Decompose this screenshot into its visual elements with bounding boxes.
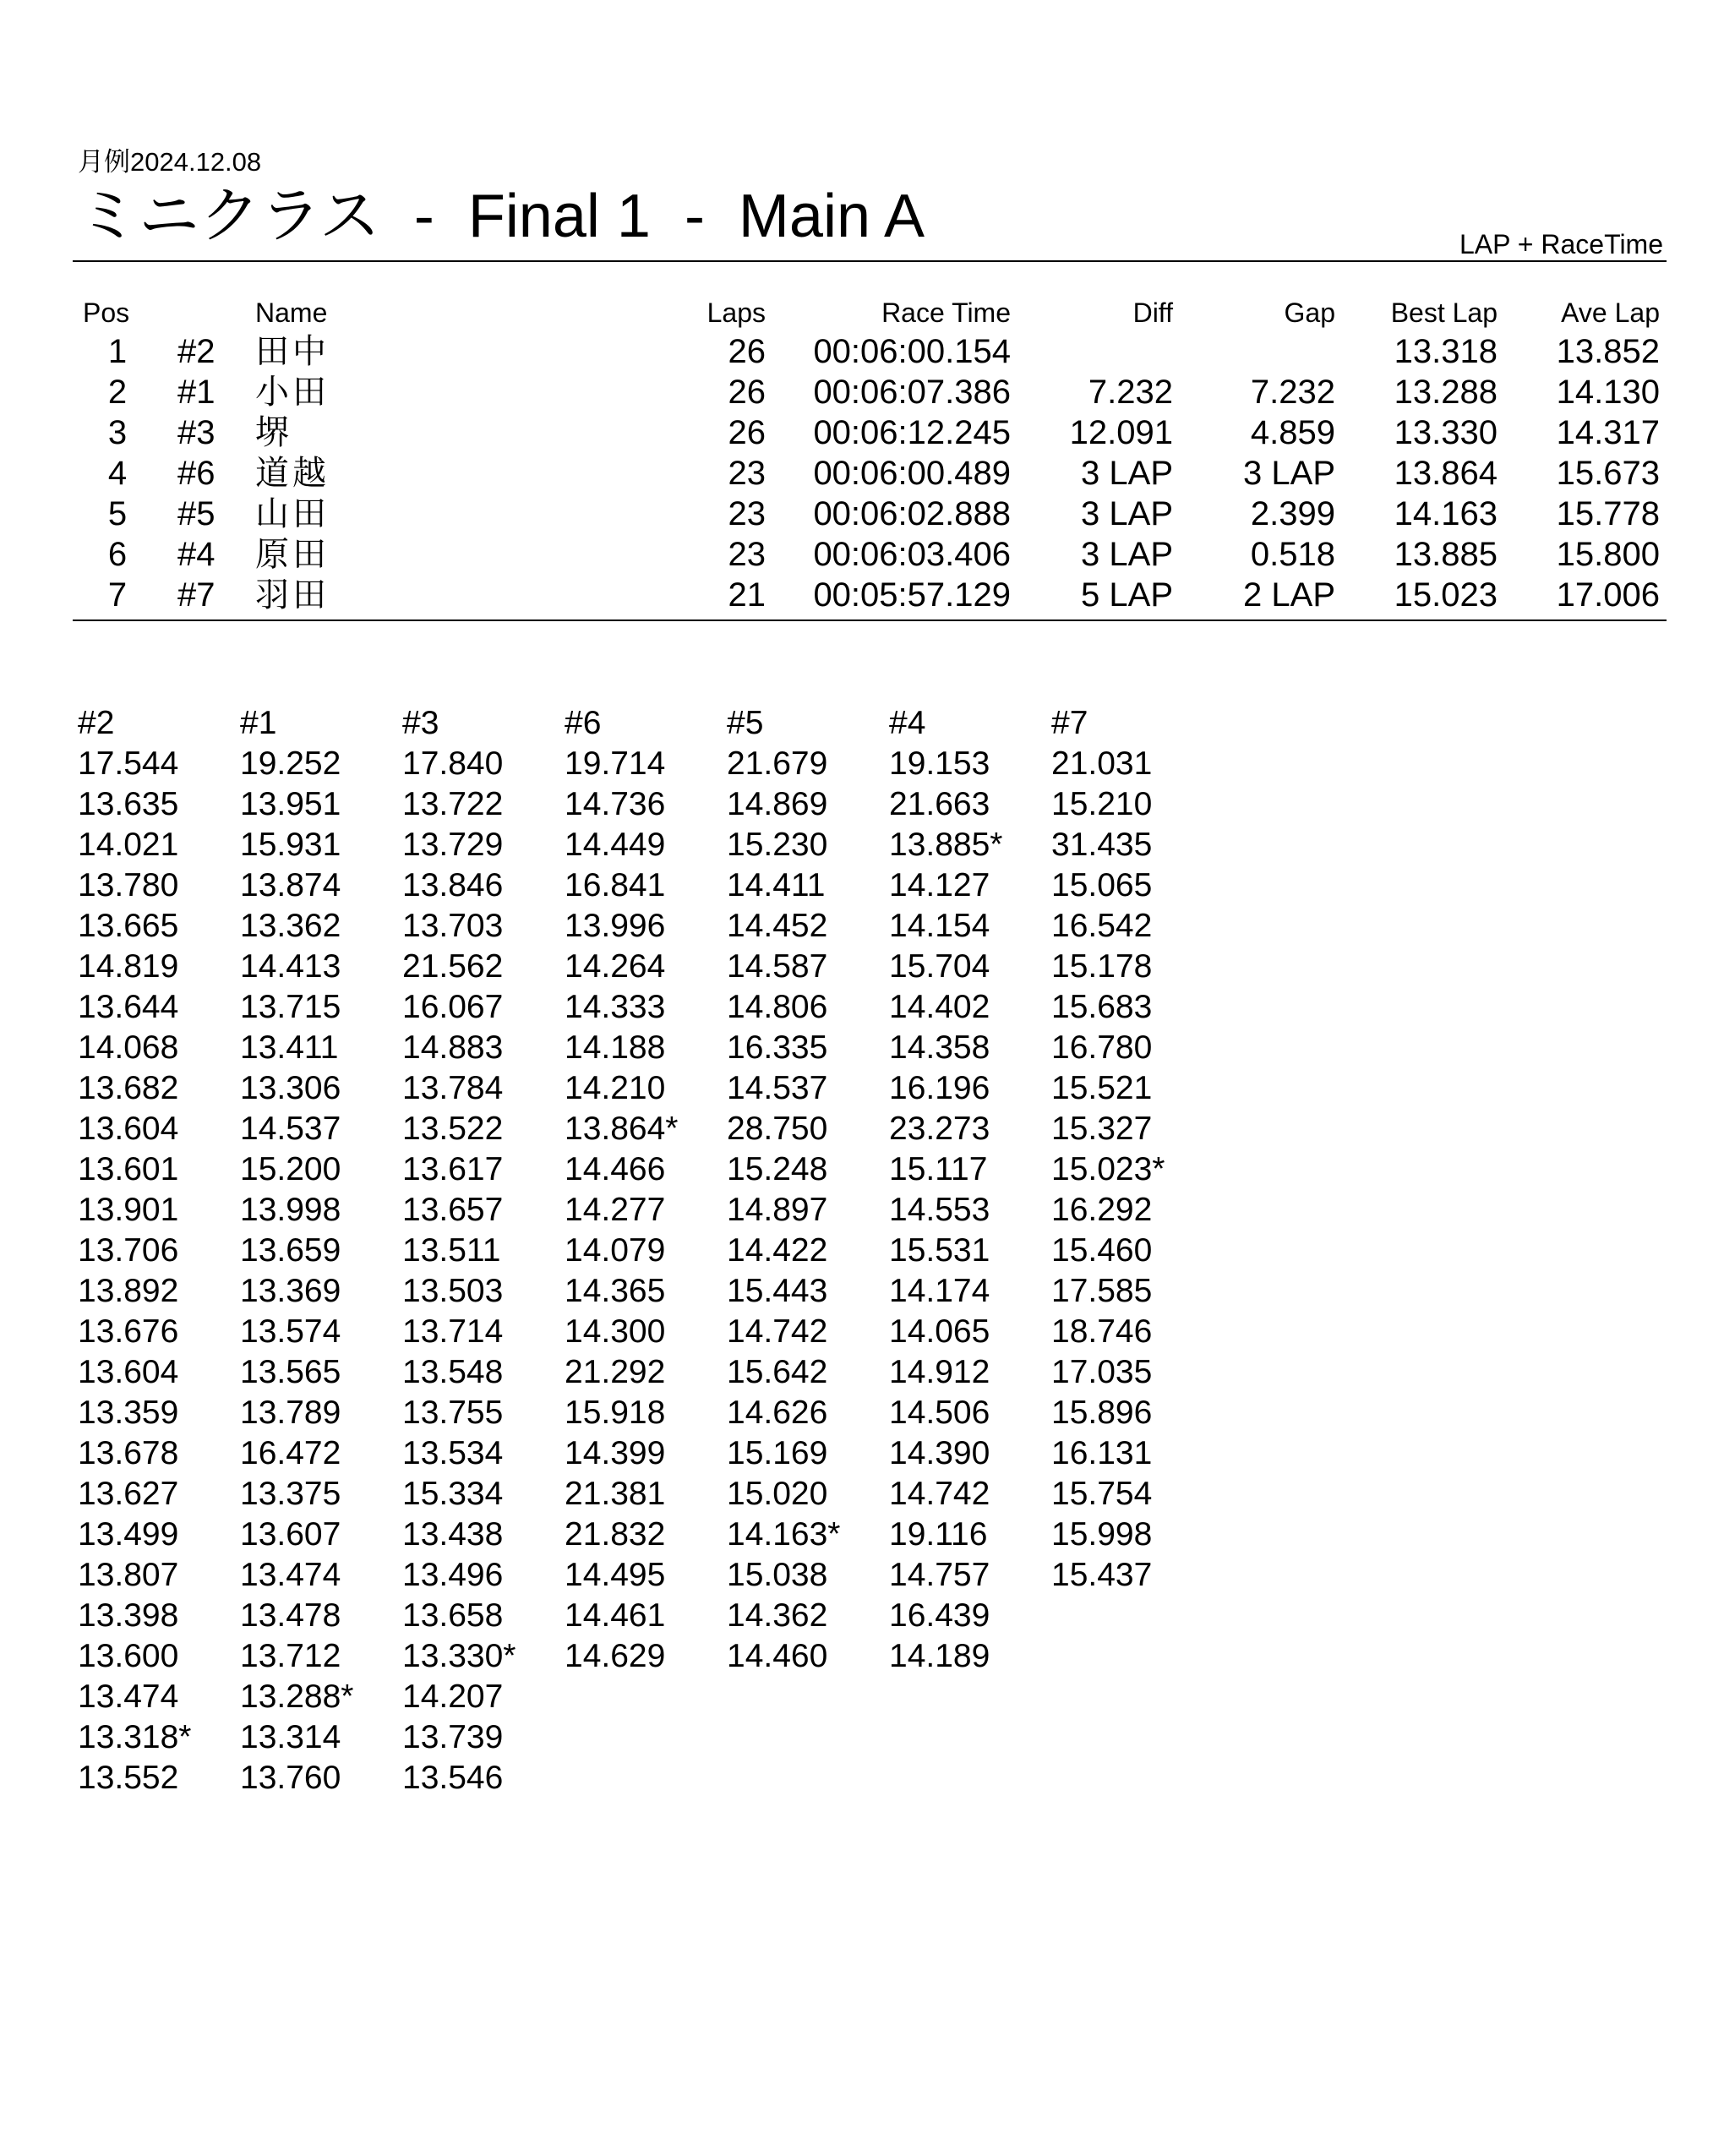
result-best-lap: 13.288 bbox=[1394, 374, 1498, 411]
lap-time: 13.658 bbox=[402, 1597, 504, 1634]
result-driver-name: 山田 bbox=[255, 495, 330, 532]
lap-time: 14.736 bbox=[565, 786, 666, 822]
lap-time: 13.874 bbox=[240, 867, 341, 903]
lap-column-car-number: #3 bbox=[402, 705, 439, 741]
lap-time: 13.676 bbox=[78, 1313, 179, 1350]
lap-time: 15.117 bbox=[889, 1151, 988, 1187]
result-laps: 23 bbox=[728, 495, 766, 532]
lap-time: 14.300 bbox=[565, 1313, 666, 1350]
lap-time: 16.131 bbox=[1051, 1435, 1153, 1471]
result-diff: 3 LAP bbox=[1081, 495, 1173, 532]
col-header-best-lap: Best Lap bbox=[1390, 297, 1498, 328]
result-best-lap: 13.864 bbox=[1394, 455, 1498, 492]
lap-time: 15.178 bbox=[1051, 948, 1153, 985]
lap-time: 13.398 bbox=[78, 1597, 179, 1634]
lap-time: 13.780 bbox=[78, 867, 179, 903]
result-pos: 7 bbox=[107, 576, 128, 614]
lap-time: 13.330* bbox=[402, 1638, 516, 1674]
result-best-lap: 13.330 bbox=[1394, 414, 1498, 451]
lap-time: 14.127 bbox=[889, 867, 990, 903]
lap-time: 13.714 bbox=[402, 1313, 504, 1350]
lap-time: 21.663 bbox=[889, 786, 990, 822]
lap-time: 14.495 bbox=[565, 1557, 666, 1593]
result-driver-name: 堺 bbox=[255, 414, 292, 451]
lap-time: 14.466 bbox=[565, 1151, 666, 1187]
lap-column-car-number: #1 bbox=[240, 705, 277, 741]
lap-time: 14.210 bbox=[565, 1070, 666, 1106]
lap-time: 13.755 bbox=[402, 1395, 504, 1431]
lap-time: 19.714 bbox=[565, 745, 666, 782]
lap-time: 14.065 bbox=[889, 1313, 990, 1350]
lap-time: 16.472 bbox=[240, 1435, 341, 1471]
result-driver-name: 羽田 bbox=[255, 576, 330, 614]
lap-time: 13.846 bbox=[402, 867, 504, 903]
lap-time: 13.739 bbox=[402, 1719, 504, 1755]
lap-time: 13.474 bbox=[240, 1557, 341, 1593]
lap-time: 14.362 bbox=[727, 1597, 828, 1634]
lap-time: 13.534 bbox=[402, 1435, 504, 1471]
lap-time: 14.189 bbox=[889, 1638, 990, 1674]
lap-time: 14.629 bbox=[565, 1638, 666, 1674]
lap-time: 13.548 bbox=[402, 1354, 504, 1390]
lap-time: 14.626 bbox=[727, 1395, 828, 1431]
result-best-lap: 13.318 bbox=[1394, 333, 1498, 370]
result-race-time: 00:06:00.489 bbox=[813, 455, 1011, 492]
result-race-time: 00:06:00.154 bbox=[813, 333, 1011, 370]
lap-time: 15.210 bbox=[1051, 786, 1153, 822]
lap-time: 13.789 bbox=[240, 1395, 341, 1431]
result-ave-lap: 15.778 bbox=[1556, 495, 1660, 532]
lap-time: 13.369 bbox=[240, 1273, 341, 1309]
lap-time: 13.892 bbox=[78, 1273, 179, 1309]
col-header-laps: Laps bbox=[707, 297, 766, 328]
lap-time: 13.665 bbox=[78, 908, 179, 944]
lap-time: 16.067 bbox=[402, 989, 504, 1025]
lap-time: 16.439 bbox=[889, 1597, 990, 1634]
col-header-name: Name bbox=[255, 297, 328, 328]
result-gap: 2 LAP bbox=[1243, 576, 1335, 614]
result-race-time: 00:06:07.386 bbox=[813, 374, 1011, 411]
lap-time: 14.413 bbox=[240, 948, 341, 985]
lap-time: 13.503 bbox=[402, 1273, 504, 1309]
lap-time: 15.754 bbox=[1051, 1476, 1153, 1512]
lap-time: 13.499 bbox=[78, 1516, 179, 1553]
lap-time: 15.443 bbox=[727, 1273, 828, 1309]
lap-time: 16.780 bbox=[1051, 1029, 1153, 1066]
result-driver-name: 小田 bbox=[255, 374, 330, 411]
lap-column bbox=[402, 703, 565, 1798]
lap-time: 14.742 bbox=[727, 1313, 828, 1350]
lap-time: 19.252 bbox=[240, 745, 341, 782]
lap-time: 14.399 bbox=[565, 1435, 666, 1471]
result-laps: 26 bbox=[728, 333, 766, 370]
col-header-diff: Diff bbox=[1132, 297, 1173, 328]
lap-column-car-number: #7 bbox=[1051, 705, 1088, 741]
result-race-time: 00:05:57.129 bbox=[813, 576, 1011, 614]
lap-time: 15.230 bbox=[727, 827, 828, 863]
lap-time: 17.544 bbox=[78, 745, 179, 782]
lap-time: 18.746 bbox=[1051, 1313, 1153, 1350]
lap-time: 16.335 bbox=[727, 1029, 828, 1066]
result-car-number: #6 bbox=[177, 455, 216, 492]
lap-time: 14.264 bbox=[565, 948, 666, 985]
result-car-number: #3 bbox=[177, 414, 216, 451]
lap-time: 13.901 bbox=[78, 1192, 179, 1228]
lap-time: 13.411 bbox=[240, 1029, 339, 1066]
lap-time: 13.546 bbox=[402, 1760, 504, 1796]
lap-time: 14.449 bbox=[565, 827, 666, 863]
lap-time: 15.248 bbox=[727, 1151, 828, 1187]
result-laps: 26 bbox=[728, 414, 766, 451]
lap-time: 14.277 bbox=[565, 1192, 666, 1228]
result-pos: 2 bbox=[107, 374, 128, 411]
table-row bbox=[0, 494, 1724, 534]
result-race-time: 00:06:03.406 bbox=[813, 536, 1011, 573]
lap-time: 14.806 bbox=[727, 989, 828, 1025]
lap-time: 15.683 bbox=[1051, 989, 1153, 1025]
result-gap: 0.518 bbox=[1250, 536, 1335, 573]
lap-time: 14.757 bbox=[889, 1557, 990, 1593]
lap-time: 14.912 bbox=[889, 1354, 990, 1390]
lap-time: 14.587 bbox=[727, 948, 828, 985]
lap-time: 21.679 bbox=[727, 745, 828, 782]
lap-time: 13.565 bbox=[240, 1354, 341, 1390]
result-diff: 12.091 bbox=[1069, 414, 1173, 451]
result-diff: 3 LAP bbox=[1081, 455, 1173, 492]
lap-time: 13.318* bbox=[78, 1719, 192, 1755]
col-header-race-time: Race Time bbox=[881, 297, 1011, 328]
col-header-ave-lap: Ave Lap bbox=[1561, 297, 1660, 328]
lap-time: 15.918 bbox=[565, 1395, 666, 1431]
lap-time: 14.742 bbox=[889, 1476, 990, 1512]
lap-time: 13.722 bbox=[402, 786, 504, 822]
lap-time: 14.021 bbox=[78, 827, 179, 863]
result-pos: 3 bbox=[107, 414, 128, 451]
lap-time: 21.832 bbox=[565, 1516, 666, 1553]
result-ave-lap: 14.130 bbox=[1556, 374, 1660, 411]
lap-time: 15.437 bbox=[1051, 1557, 1153, 1593]
lap-column bbox=[889, 703, 1051, 1798]
lap-time: 13.951 bbox=[240, 786, 341, 822]
lap-time: 13.359 bbox=[78, 1395, 179, 1431]
lap-time: 13.574 bbox=[240, 1313, 341, 1350]
lap-time: 14.883 bbox=[402, 1029, 504, 1066]
result-best-lap: 13.885 bbox=[1394, 536, 1498, 573]
result-diff: 7.232 bbox=[1088, 374, 1173, 411]
lap-time: 17.840 bbox=[402, 745, 504, 782]
result-laps: 21 bbox=[728, 576, 766, 614]
lap-time: 14.188 bbox=[565, 1029, 666, 1066]
lap-time: 13.601 bbox=[78, 1151, 179, 1187]
lap-time: 13.478 bbox=[240, 1597, 341, 1634]
lap-time: 13.644 bbox=[78, 989, 179, 1025]
lap-time: 14.819 bbox=[78, 948, 179, 985]
result-laps: 23 bbox=[728, 536, 766, 573]
lap-time: 21.031 bbox=[1051, 745, 1153, 782]
lap-time: 15.460 bbox=[1051, 1232, 1153, 1269]
result-driver-name: 道越 bbox=[255, 455, 330, 492]
lap-column bbox=[727, 703, 889, 1798]
lap-time: 13.604 bbox=[78, 1111, 179, 1147]
lap-time: 15.642 bbox=[727, 1354, 828, 1390]
lap-time: 13.607 bbox=[240, 1516, 341, 1553]
lap-time: 13.712 bbox=[240, 1638, 341, 1674]
lap-time: 13.314 bbox=[240, 1719, 341, 1755]
lap-time: 13.362 bbox=[240, 908, 341, 944]
result-car-number: #5 bbox=[177, 495, 216, 532]
lap-column bbox=[240, 703, 402, 1798]
lap-time: 15.169 bbox=[727, 1435, 828, 1471]
result-diff: 3 LAP bbox=[1081, 536, 1173, 573]
lap-time: 13.682 bbox=[78, 1070, 179, 1106]
result-ave-lap: 15.800 bbox=[1556, 536, 1660, 573]
lap-time: 14.553 bbox=[889, 1192, 990, 1228]
lap-time: 15.896 bbox=[1051, 1395, 1153, 1431]
result-gap: 2.399 bbox=[1250, 495, 1335, 532]
lap-time: 14.154 bbox=[889, 908, 990, 944]
lap-time: 13.306 bbox=[240, 1070, 341, 1106]
result-gap: 4.859 bbox=[1250, 414, 1335, 451]
lap-time: 16.841 bbox=[565, 867, 666, 903]
result-ave-lap: 15.673 bbox=[1556, 455, 1660, 492]
lap-time: 15.704 bbox=[889, 948, 990, 985]
lap-time: 15.065 bbox=[1051, 867, 1153, 903]
lap-column-car-number: #5 bbox=[727, 705, 764, 741]
lap-time: 13.729 bbox=[402, 827, 504, 863]
lap-time: 13.998 bbox=[240, 1192, 341, 1228]
lap-time: 19.153 bbox=[889, 745, 990, 782]
result-driver-name: 原田 bbox=[255, 536, 330, 573]
lap-time: 17.035 bbox=[1051, 1354, 1153, 1390]
lap-time: 14.422 bbox=[727, 1232, 828, 1269]
result-laps: 23 bbox=[728, 455, 766, 492]
lap-column-car-number: #2 bbox=[78, 705, 115, 741]
page-title: ミニクラス - Final 1 - Main A bbox=[78, 183, 925, 250]
result-car-number: #7 bbox=[177, 576, 216, 614]
lap-time: 15.020 bbox=[727, 1476, 828, 1512]
lap-time: 13.885* bbox=[889, 827, 1003, 863]
lap-time: 13.678 bbox=[78, 1435, 179, 1471]
lap-column bbox=[78, 703, 240, 1798]
lap-time: 13.522 bbox=[402, 1111, 504, 1147]
lap-time: 13.288* bbox=[240, 1678, 354, 1715]
result-ave-lap: 13.852 bbox=[1556, 333, 1660, 370]
lap-time: 28.750 bbox=[727, 1111, 828, 1147]
lap-time: 13.715 bbox=[240, 989, 341, 1025]
lap-time: 14.411 bbox=[727, 867, 826, 903]
lap-time: 14.537 bbox=[240, 1111, 341, 1147]
lap-time: 14.079 bbox=[565, 1232, 666, 1269]
lap-time: 13.438 bbox=[402, 1516, 504, 1553]
col-header-pos: Pos bbox=[83, 297, 130, 328]
result-ave-lap: 17.006 bbox=[1556, 576, 1660, 614]
lap-time: 19.116 bbox=[889, 1516, 988, 1553]
lap-time: 13.635 bbox=[78, 786, 179, 822]
table-row bbox=[0, 575, 1724, 615]
table-row bbox=[0, 534, 1724, 575]
lap-time: 16.292 bbox=[1051, 1192, 1153, 1228]
result-race-time: 00:06:12.245 bbox=[813, 414, 1011, 451]
result-pos: 1 bbox=[107, 333, 128, 370]
lap-time: 13.703 bbox=[402, 908, 504, 944]
result-driver-name: 田中 bbox=[255, 333, 330, 370]
result-gap: 3 LAP bbox=[1243, 455, 1335, 492]
lap-column-car-number: #6 bbox=[565, 705, 602, 741]
lap-time: 13.511 bbox=[402, 1232, 501, 1269]
table-row bbox=[0, 372, 1724, 412]
lap-time: 13.996 bbox=[565, 908, 666, 944]
result-best-lap: 14.163 bbox=[1394, 495, 1498, 532]
lap-time: 14.506 bbox=[889, 1395, 990, 1431]
lap-time: 21.381 bbox=[565, 1476, 666, 1512]
col-header-gap: Gap bbox=[1284, 297, 1335, 328]
lap-time: 15.327 bbox=[1051, 1111, 1153, 1147]
header-divider bbox=[73, 260, 1667, 262]
lap-time: 15.531 bbox=[889, 1232, 990, 1269]
lap-time: 13.657 bbox=[402, 1192, 504, 1228]
event-date: 月例2024.12.08 bbox=[78, 147, 262, 177]
lap-time: 14.163* bbox=[727, 1516, 841, 1553]
lap-time: 16.542 bbox=[1051, 908, 1153, 944]
results-table bbox=[0, 292, 1724, 615]
lap-time: 14.452 bbox=[727, 908, 828, 944]
lap-time: 15.931 bbox=[240, 827, 341, 863]
result-diff: 5 LAP bbox=[1081, 576, 1173, 614]
lap-time: 15.038 bbox=[727, 1557, 828, 1593]
result-pos: 6 bbox=[107, 536, 128, 573]
results-header-row bbox=[0, 292, 1724, 331]
lap-time: 14.537 bbox=[727, 1070, 828, 1106]
result-laps: 26 bbox=[728, 374, 766, 411]
lap-time: 15.200 bbox=[240, 1151, 341, 1187]
lap-time: 13.496 bbox=[402, 1557, 504, 1593]
lap-time: 15.334 bbox=[402, 1476, 504, 1512]
lap-time: 13.600 bbox=[78, 1638, 179, 1674]
lap-time: 14.460 bbox=[727, 1638, 828, 1674]
result-best-lap: 15.023 bbox=[1394, 576, 1498, 614]
lap-time: 15.023* bbox=[1051, 1151, 1165, 1187]
table-row bbox=[0, 331, 1724, 372]
result-gap: 7.232 bbox=[1250, 374, 1335, 411]
lap-time: 17.585 bbox=[1051, 1273, 1153, 1309]
lap-time: 13.784 bbox=[402, 1070, 504, 1106]
lap-time: 13.604 bbox=[78, 1354, 179, 1390]
lap-time: 13.807 bbox=[78, 1557, 179, 1593]
lap-time: 13.474 bbox=[78, 1678, 179, 1715]
lap-time: 14.207 bbox=[402, 1678, 504, 1715]
lap-time: 13.552 bbox=[78, 1760, 179, 1796]
lap-time: 14.333 bbox=[565, 989, 666, 1025]
result-pos: 4 bbox=[107, 455, 128, 492]
result-car-number: #1 bbox=[177, 374, 216, 411]
lap-column bbox=[565, 703, 727, 1798]
lap-time: 13.627 bbox=[78, 1476, 179, 1512]
table-row bbox=[0, 453, 1724, 494]
lap-time: 13.864* bbox=[565, 1111, 679, 1147]
result-pos: 5 bbox=[107, 495, 128, 532]
lap-time: 13.760 bbox=[240, 1760, 341, 1796]
lap-column-car-number: #4 bbox=[889, 705, 926, 741]
lap-time: 15.521 bbox=[1051, 1070, 1153, 1106]
lap-time: 14.358 bbox=[889, 1029, 990, 1066]
lap-time: 14.174 bbox=[889, 1273, 990, 1309]
result-race-time: 00:06:02.888 bbox=[813, 495, 1011, 532]
table-row bbox=[0, 412, 1724, 453]
lap-time: 21.562 bbox=[402, 948, 504, 985]
lap-time: 14.365 bbox=[565, 1273, 666, 1309]
lap-time: 14.461 bbox=[565, 1597, 666, 1634]
lap-time: 21.292 bbox=[565, 1354, 666, 1390]
lap-time: 31.435 bbox=[1051, 827, 1153, 863]
lap-time: 13.617 bbox=[402, 1151, 504, 1187]
lap-time: 13.375 bbox=[240, 1476, 341, 1512]
lap-time: 13.706 bbox=[78, 1232, 179, 1269]
lap-time: 14.068 bbox=[78, 1029, 179, 1066]
results-divider bbox=[73, 620, 1667, 621]
lap-time: 23.273 bbox=[889, 1111, 990, 1147]
lap-times-grid bbox=[78, 703, 1214, 1798]
lap-time: 14.390 bbox=[889, 1435, 990, 1471]
result-car-number: #4 bbox=[177, 536, 216, 573]
lap-time: 14.402 bbox=[889, 989, 990, 1025]
lap-column bbox=[1051, 703, 1214, 1798]
lap-time: 14.869 bbox=[727, 786, 828, 822]
lap-time: 14.897 bbox=[727, 1192, 828, 1228]
lap-time: 16.196 bbox=[889, 1070, 990, 1106]
lap-time: 15.998 bbox=[1051, 1516, 1153, 1553]
report-type: LAP + RaceTime bbox=[1459, 229, 1663, 259]
result-car-number: #2 bbox=[177, 333, 216, 370]
lap-time: 13.659 bbox=[240, 1232, 341, 1269]
result-ave-lap: 14.317 bbox=[1556, 414, 1660, 451]
